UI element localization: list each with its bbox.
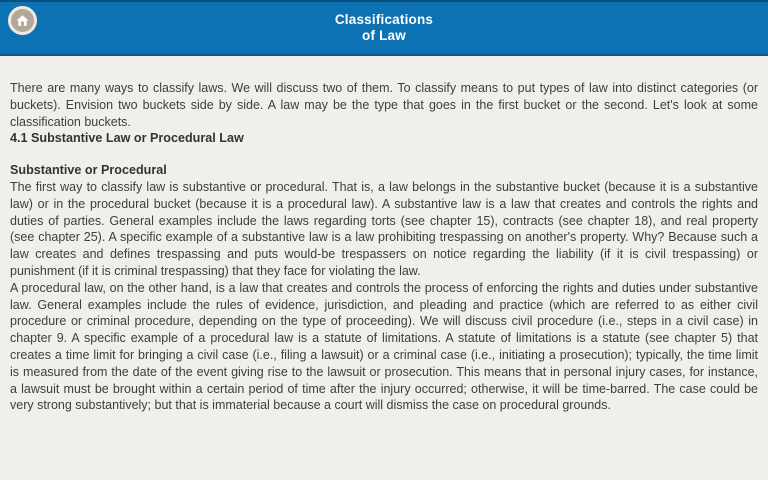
page-title-line1: Classifications: [334, 12, 434, 27]
page-title-line2: of Law: [362, 28, 406, 43]
intro-paragraph: There are many ways to classify laws. We will discuss two of them. To classify means to put types of law into distinct categories (or buckets). Envision two buckets side by side. A law may be the type that goes in the first bucket or the second. Let's look at some classification buckets.: [10, 81, 758, 129]
procedural-law-paragraph: A procedural law, on the other hand, is a law that creates and controls the process of enforcing the rights and duties under substantive law. General examples include the rules of evidence, jurisdiction, and pleading and practice (which are referred to as either civil procedure or criminal procedure, depending on the type of proceeding). We will discuss civil procedure (i.e., steps in a civil case) in chapter 9. A specific example of a procedural law is a statute of limitations. A statute of limitations is a statute (see chapter 5) that creates a time limit for bringing a civil case (i.e., filing a lawsuit) or a criminal case (i.e., initiating a prosecution); typically, the time limit is measured from the date of the event giving rise to the lawsuit or prosecution. This means that in personal injury cases, for instance, a lawsuit must be brought within a certain period of time after the injury occurred; otherwise, it will be time-barred. The case could be very strong substantively; but that is immaterial because a court will dismiss the case on procedural grounds.: [10, 280, 758, 413]
subsection-heading: Substantive or Procedural: [10, 163, 167, 178]
app-header: [0, 0, 768, 56]
reading-pane: [0, 56, 768, 414]
section-heading: 4.1 Substantive Law or Procedural Law: [10, 131, 244, 146]
page-title: [0, 12, 768, 44]
substantive-law-paragraph: The first way to classify law is substantive or procedural. That is, a law belongs in the substantive bucket (because it is a substantive law) or in the procedural bucket (because it is a procedural law). A substantive law is a law that creates and controls the rights and duties of parties. General examples include the laws regarding torts (see chapter 15), contracts (see chapter 18), and real property (see chapter 25). A specific example of a substantive law is a law prohibiting trespassing on another's property. Why? Because such a law creates and defines trespassing and puts would-be trespassers on notice regarding the liability (if it is civil trespassing) or punishment (if it is criminal trespassing) that they face for violating the law.: [10, 179, 758, 278]
